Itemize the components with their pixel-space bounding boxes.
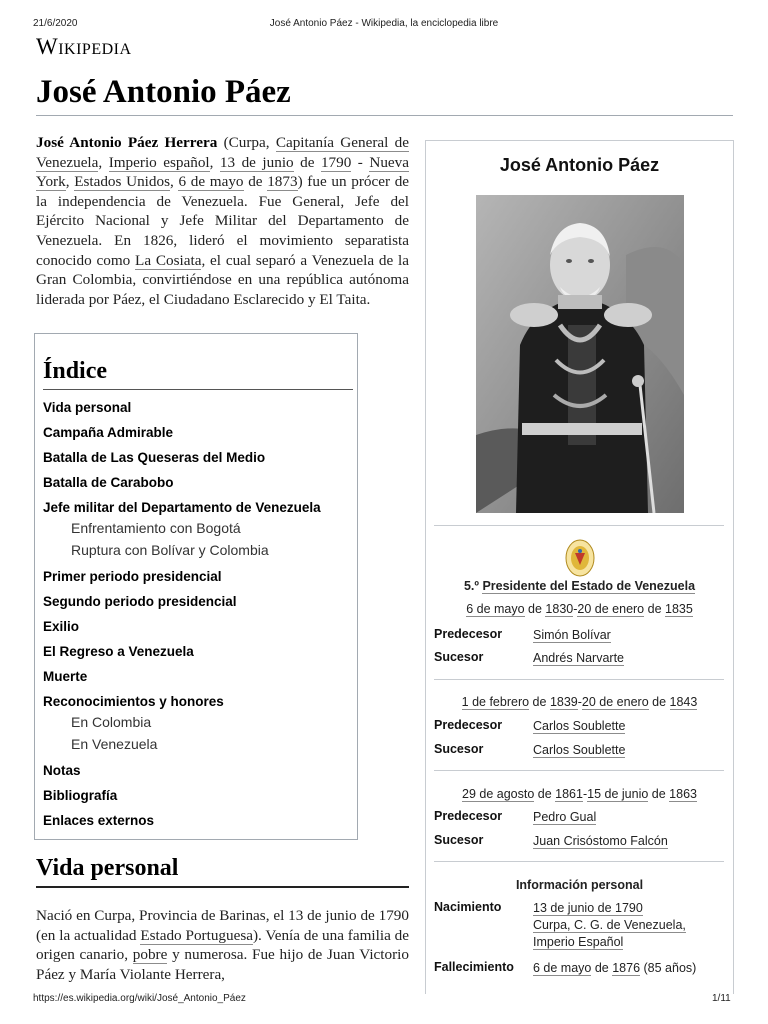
link-birth-date[interactable]: 13 de junio de 1790 [533,901,643,915]
infobox-title: José Antonio Páez [499,155,660,175]
table-of-contents [34,333,358,840]
office-title [426,579,733,593]
term-text: de [648,787,670,801]
lead-text: , [170,173,179,191]
link-pedro-gual[interactable]: Pedro Gual [533,810,597,824]
term-3 [426,787,733,801]
link-birth-place[interactable]: Curpa, C. G. de Venezuela, [533,918,686,932]
link-term3-end[interactable]: 15 de junio [587,787,649,801]
lead-text: de [243,173,268,191]
lead-paragraph [36,133,409,309]
label-predecesor: Predecesor [434,809,503,823]
toc-item-segundo-periodo[interactable]: Segundo periodo presidencial [43,594,237,609]
link-capitania[interactable]: Capitanía General de Venezuela [36,134,409,171]
toc-subitem-venezuela[interactable]: En Venezuela [71,736,158,752]
link-13-junio[interactable]: 13 de junio [219,153,294,171]
link-death-year[interactable]: 1876 [612,961,641,975]
personal-info-heading: Información personal [515,878,644,892]
link-6-mayo[interactable]: 6 de mayo [178,173,244,191]
link-term2-start[interactable]: 1 de febrero [461,695,530,709]
page-title: José Antonio Páez [36,74,291,110]
toc-item-campana-admirable[interactable]: Campaña Admirable [43,425,174,440]
label-nacimiento: Nacimiento [434,900,502,914]
link-carlos-soublette[interactable]: Carlos Soublette [533,743,626,757]
label-sucesor: Sucesor [434,650,484,664]
lead-text: de [293,153,321,171]
link-death-date[interactable]: 6 de mayo [533,961,592,975]
link-carlos-soublette[interactable]: Carlos Soublette [533,719,626,733]
link-term1-year[interactable]: 1830 [545,602,574,616]
toc-item-reconocimientos[interactable]: Reconocimientos y honores [43,694,224,709]
term-text: de [534,787,556,801]
link-term2-end[interactable]: 20 de enero [581,695,649,709]
link-term1-start[interactable]: 6 de mayo [466,602,525,616]
toc-item-enlaces[interactable]: Enlaces externos [43,813,155,828]
link-imperio-espanol[interactable]: Imperio español [108,153,210,171]
toc-heading: Índice [43,358,353,390]
label-sucesor: Sucesor [434,742,484,756]
toc-item-queseras[interactable]: Batalla de Las Queseras del Medio [43,450,266,465]
link-term3-end-year[interactable]: 1863 [669,787,697,801]
title-divider [36,115,733,116]
section-text: Nació en Curpa, Provincia de Barinas, el 13 de junio de 1790 (en la actualidad [36,907,409,944]
link-estados-unidos[interactable]: Estados Unidos [74,173,170,191]
link-term3-year[interactable]: 1861 [555,787,583,801]
link-term2-year[interactable]: 1839 [549,695,578,709]
coat-of-arms-icon [565,539,595,577]
link-1873[interactable]: 1873 [267,173,298,191]
link-la-cosiata[interactable]: La Cosiata [135,251,202,269]
lead-text: , [209,153,220,171]
death-text: de [591,961,613,975]
print-page-number: 1/11 [712,993,731,1004]
term-text: - [577,695,582,709]
section-text: y numerosa. Fue hijo de Juan Victorio Páez y María Violante Herrera, [36,946,409,983]
link-andres-narvarte[interactable]: Andrés Narvarte [533,651,625,665]
section-text: ). Venía de una familia de origen canario, [36,926,410,964]
toc-item-notas[interactable]: Notas [43,763,81,778]
link-term3-start[interactable]: 29 de agosto [462,787,535,801]
lead-text: ) fue un prócer de la independencia de Venezuela. Fue General, Jefe del Ejército Nacional y Jefe Militar del Departamento de Venezuela. En 1826, lideró el movimiento separatista conocido como [36,173,410,269]
section-paragraph [36,906,409,984]
label-sucesor: Sucesor [434,833,484,847]
death-age: (85 años) [640,961,697,975]
lead-text: (Curpa, [217,134,276,151]
link-term1-end-year[interactable]: 1835 [665,602,693,616]
infobox [425,140,734,994]
infobox-divider [434,770,724,771]
portrait-image[interactable] [476,195,684,513]
term-text: de [644,602,665,616]
toc-list [43,398,355,836]
office-prefix: 5.º [463,579,483,593]
print-page-title: José Antonio Páez - Wikipedia, la enciclopedia libre [269,18,499,29]
link-presidente[interactable]: Presidente del Estado de Venezuela [482,579,696,593]
infobox-divider [434,861,724,862]
toc-subitem-ruptura[interactable]: Ruptura con Bolívar y Colombia [71,542,269,558]
toc-item-jefe-militar[interactable]: Jefe militar del Departamento de Venezuela [43,500,321,515]
term-2 [426,695,733,709]
section-heading-vida-personal: Vida personal [36,855,409,888]
link-pobre[interactable]: pobre [132,946,168,964]
label-predecesor: Predecesor [434,627,503,641]
lead-text: , [65,173,75,191]
term-text: - [573,602,578,616]
infobox-divider [434,679,724,680]
link-term1-end[interactable]: 20 de enero [577,602,645,616]
term-text: de [524,602,546,616]
term-text: - [582,787,588,801]
toc-item-exilio[interactable]: Exilio [43,619,80,634]
link-estado-portuguesa[interactable]: Estado Portuguesa [140,926,253,944]
lead-text: , [98,153,109,171]
link-nueva-york[interactable]: Nueva York [36,153,409,191]
toc-item-bibliografia[interactable]: Bibliografía [43,788,118,803]
term-1 [426,602,733,616]
link-juan-crisostomo-falcon[interactable]: Juan Crisóstomo Falcón [533,834,668,848]
term-text: de [648,695,670,709]
infobox-divider [434,525,724,526]
link-term2-end-year[interactable]: 1843 [669,695,698,709]
print-url: https://es.wikipedia.org/wiki/José_Antonio_Páez [33,993,246,1004]
toc-subitem-bogota[interactable]: Enfrentamiento con Bogotá [71,520,241,536]
link-imperio-espanol[interactable]: Imperio Español [533,935,624,949]
print-date: 21/6/2020 [33,18,78,29]
toc-item-muerte[interactable]: Muerte [43,669,88,684]
lead-text: , el cual separó a Venezuela de la Gran Colombia, convirtiéndose en una república autónoma liderada por Páez, el Ciudadano Esclarecido y El Taita. [36,251,409,308]
toc-item-primer-periodo[interactable]: Primer periodo presidencial [43,569,222,584]
label-fallecimiento: Fallecimiento [434,960,514,974]
toc-item-vida-personal[interactable]: Vida personal [43,400,132,415]
link-1790[interactable]: 1790 [320,153,352,171]
toc-item-carabobo[interactable]: Batalla de Carabobo [43,475,174,490]
label-predecesor: Predecesor [434,718,503,732]
lead-name: José Antonio Páez Herrera [36,134,218,151]
lead-text: - [351,153,370,171]
toc-item-regreso[interactable]: El Regreso a Venezuela [43,644,194,659]
wikipedia-wordmark[interactable]: Wikipedia [36,34,132,59]
toc-subitem-colombia[interactable]: En Colombia [71,714,152,730]
link-simon-bolivar[interactable]: Simón Bolívar [533,628,611,642]
term-text: de [529,695,550,709]
